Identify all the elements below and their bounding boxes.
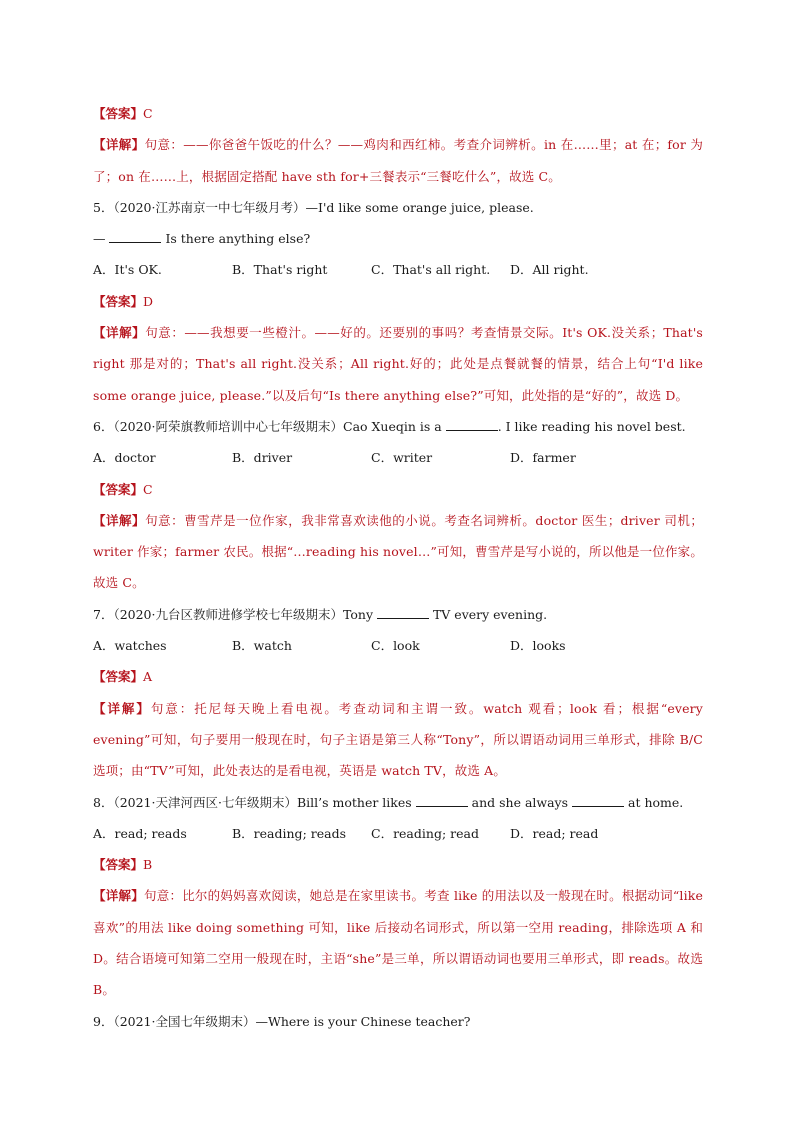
detail-label: 【详解】	[93, 137, 145, 153]
question-source: （2020·九台区教师进修学校七年级期末）	[113, 606, 343, 622]
question-stem	[93, 192, 703, 223]
question-number: 6．	[93, 418, 114, 434]
question-text: . I like reading his novel best.	[497, 418, 686, 434]
answer-blank	[377, 606, 429, 619]
detail-paragraph	[93, 505, 703, 599]
question-stem	[93, 599, 703, 630]
option-c: C．reading; read	[371, 825, 479, 841]
question-source: （2020·阿荣旗教师培训中心七年级期末）	[113, 418, 343, 434]
detail-text: 句意：曹雪芹是一位作家，我非常喜欢读他的小说。考查名词辨析。doctor 医生；driver 司机；writer 作家；farmer 农民。根据“…reading his novel…”可知，曹雪芹是写小说的，所以他是一位作家。故选 C。	[93, 512, 703, 591]
question-text: Is there anything else?	[161, 231, 311, 247]
answer-value: A	[143, 669, 153, 685]
question-text: Cao Xueqin is a	[343, 418, 446, 434]
question-number: 7．	[93, 606, 114, 622]
detail-paragraph	[93, 317, 703, 411]
answer-blank	[446, 418, 498, 431]
question-stem	[93, 1006, 703, 1037]
answer-label: 【答案】	[93, 857, 144, 873]
answer-label: 【答案】	[93, 106, 144, 121]
answer-line	[93, 474, 703, 505]
answer-line	[93, 661, 703, 692]
question-text: at home.	[624, 794, 684, 810]
detail-label: 【详解】	[93, 700, 151, 716]
answer-label: 【答案】	[93, 481, 144, 497]
question-text: Tony	[343, 606, 377, 622]
question-number: 8．	[93, 794, 114, 810]
question-text: —Where is your Chinese teacher?	[255, 1013, 471, 1029]
option-a: A．It's OK.	[93, 262, 162, 278]
detail-paragraph	[93, 880, 703, 1005]
detail-label: 【详解】	[93, 888, 144, 904]
option-d: D．looks	[510, 638, 566, 654]
question-text: TV every evening.	[428, 606, 548, 622]
option-c: C．That's all right.	[371, 262, 491, 278]
options-row	[93, 630, 703, 661]
answer-value: C	[143, 481, 153, 497]
options-row	[93, 254, 703, 285]
answer-label: 【答案】	[93, 669, 144, 685]
answer-line	[93, 849, 703, 880]
option-b: B．watch	[232, 638, 292, 654]
answer-value: D	[143, 293, 154, 309]
option-a: A．doctor	[93, 450, 156, 466]
question-source: （2021·天津河西区·七年级期末）	[113, 794, 297, 810]
answer-label: 【答案】	[93, 293, 144, 309]
dialogue-dash: —	[93, 231, 110, 247]
question-stem-line-2	[93, 223, 703, 254]
option-d: D．read; read	[510, 825, 599, 841]
answer-value: C	[143, 106, 153, 121]
question-stem	[93, 411, 703, 442]
options-row	[93, 818, 703, 849]
answer-blank	[109, 230, 161, 243]
detail-text: 句意：——你爸爸午饭吃的什么？——鸡肉和西红柿。考查介词辨析。in 在……里；at 在；for 为了；on 在……上，根据固定搭配 have sth for+三餐表示“三餐吃什么”，故选 C。	[93, 137, 703, 184]
option-b: B．That's right	[232, 262, 328, 278]
answer-value: B	[143, 857, 153, 873]
option-a: A．watches	[93, 638, 167, 654]
question-number: 9．	[93, 1013, 114, 1029]
question-number: 5．	[93, 199, 114, 215]
detail-text: 句意：比尔的妈妈喜欢阅读，她总是在家里读书。考查 like 的用法以及一般现在时。根据动词“like 喜欢”的用法 like doing something 可知，like 后接动名词形式，所以第一空用 reading，排除选项 A 和 D。结合语境可知第二空用一般现在时，主语“she”是三单，所以谓语动词也要用三单形式，即 reads。故选 B。	[93, 888, 703, 998]
detail-label: 【详解】	[93, 325, 146, 341]
option-d: D．All right.	[510, 262, 589, 278]
option-a: A．read; reads	[93, 825, 187, 841]
answer-line	[93, 98, 703, 129]
answer-line	[93, 286, 703, 317]
question-text: —I'd like some orange juice, please.	[305, 199, 534, 215]
question-text: and she always	[467, 794, 573, 810]
question-text: Bill’s mother likes	[296, 794, 416, 810]
detail-paragraph	[93, 129, 703, 192]
detail-paragraph	[93, 693, 703, 787]
option-c: C．look	[371, 638, 420, 654]
detail-text: 句意：——我想要一些橙汁。——好的。还要别的事吗？考查情景交际。It's OK.没关系；That's right 那是对的；That's all right.没关系；All right.好的；此处是点餐就餐的情景，结合上句“I'd like some orange juice, please.”以及后句“Is there anything else?”可知，此处指的是“好的”，故选 D。	[93, 325, 703, 403]
answer-blank	[416, 794, 468, 807]
document-page	[93, 98, 703, 1037]
option-d: D．farmer	[510, 450, 576, 466]
option-b: B．driver	[232, 450, 293, 466]
detail-text: 句意：托尼每天晚上看电视。考查动词和主谓一致。watch 观看；look 看；根据“every evening”可知，句子要用一般现在时，句子主语是第三人称“Tony”，所以谓语动词用三单形式，排除 B/C 选项；由“TV”可知，此处表达的是看电视，英语是 watch TV，故选 A。	[93, 700, 703, 779]
detail-label: 【详解】	[93, 512, 146, 528]
option-b: B．reading; reads	[232, 825, 346, 841]
question-source: （2021·全国七年级期末）	[113, 1013, 256, 1029]
question-stem	[93, 787, 703, 818]
option-c: C．writer	[371, 450, 433, 466]
question-source: （2020·江苏南京一中七年级月考）	[113, 199, 306, 215]
answer-blank	[572, 794, 624, 807]
options-row	[93, 442, 703, 473]
